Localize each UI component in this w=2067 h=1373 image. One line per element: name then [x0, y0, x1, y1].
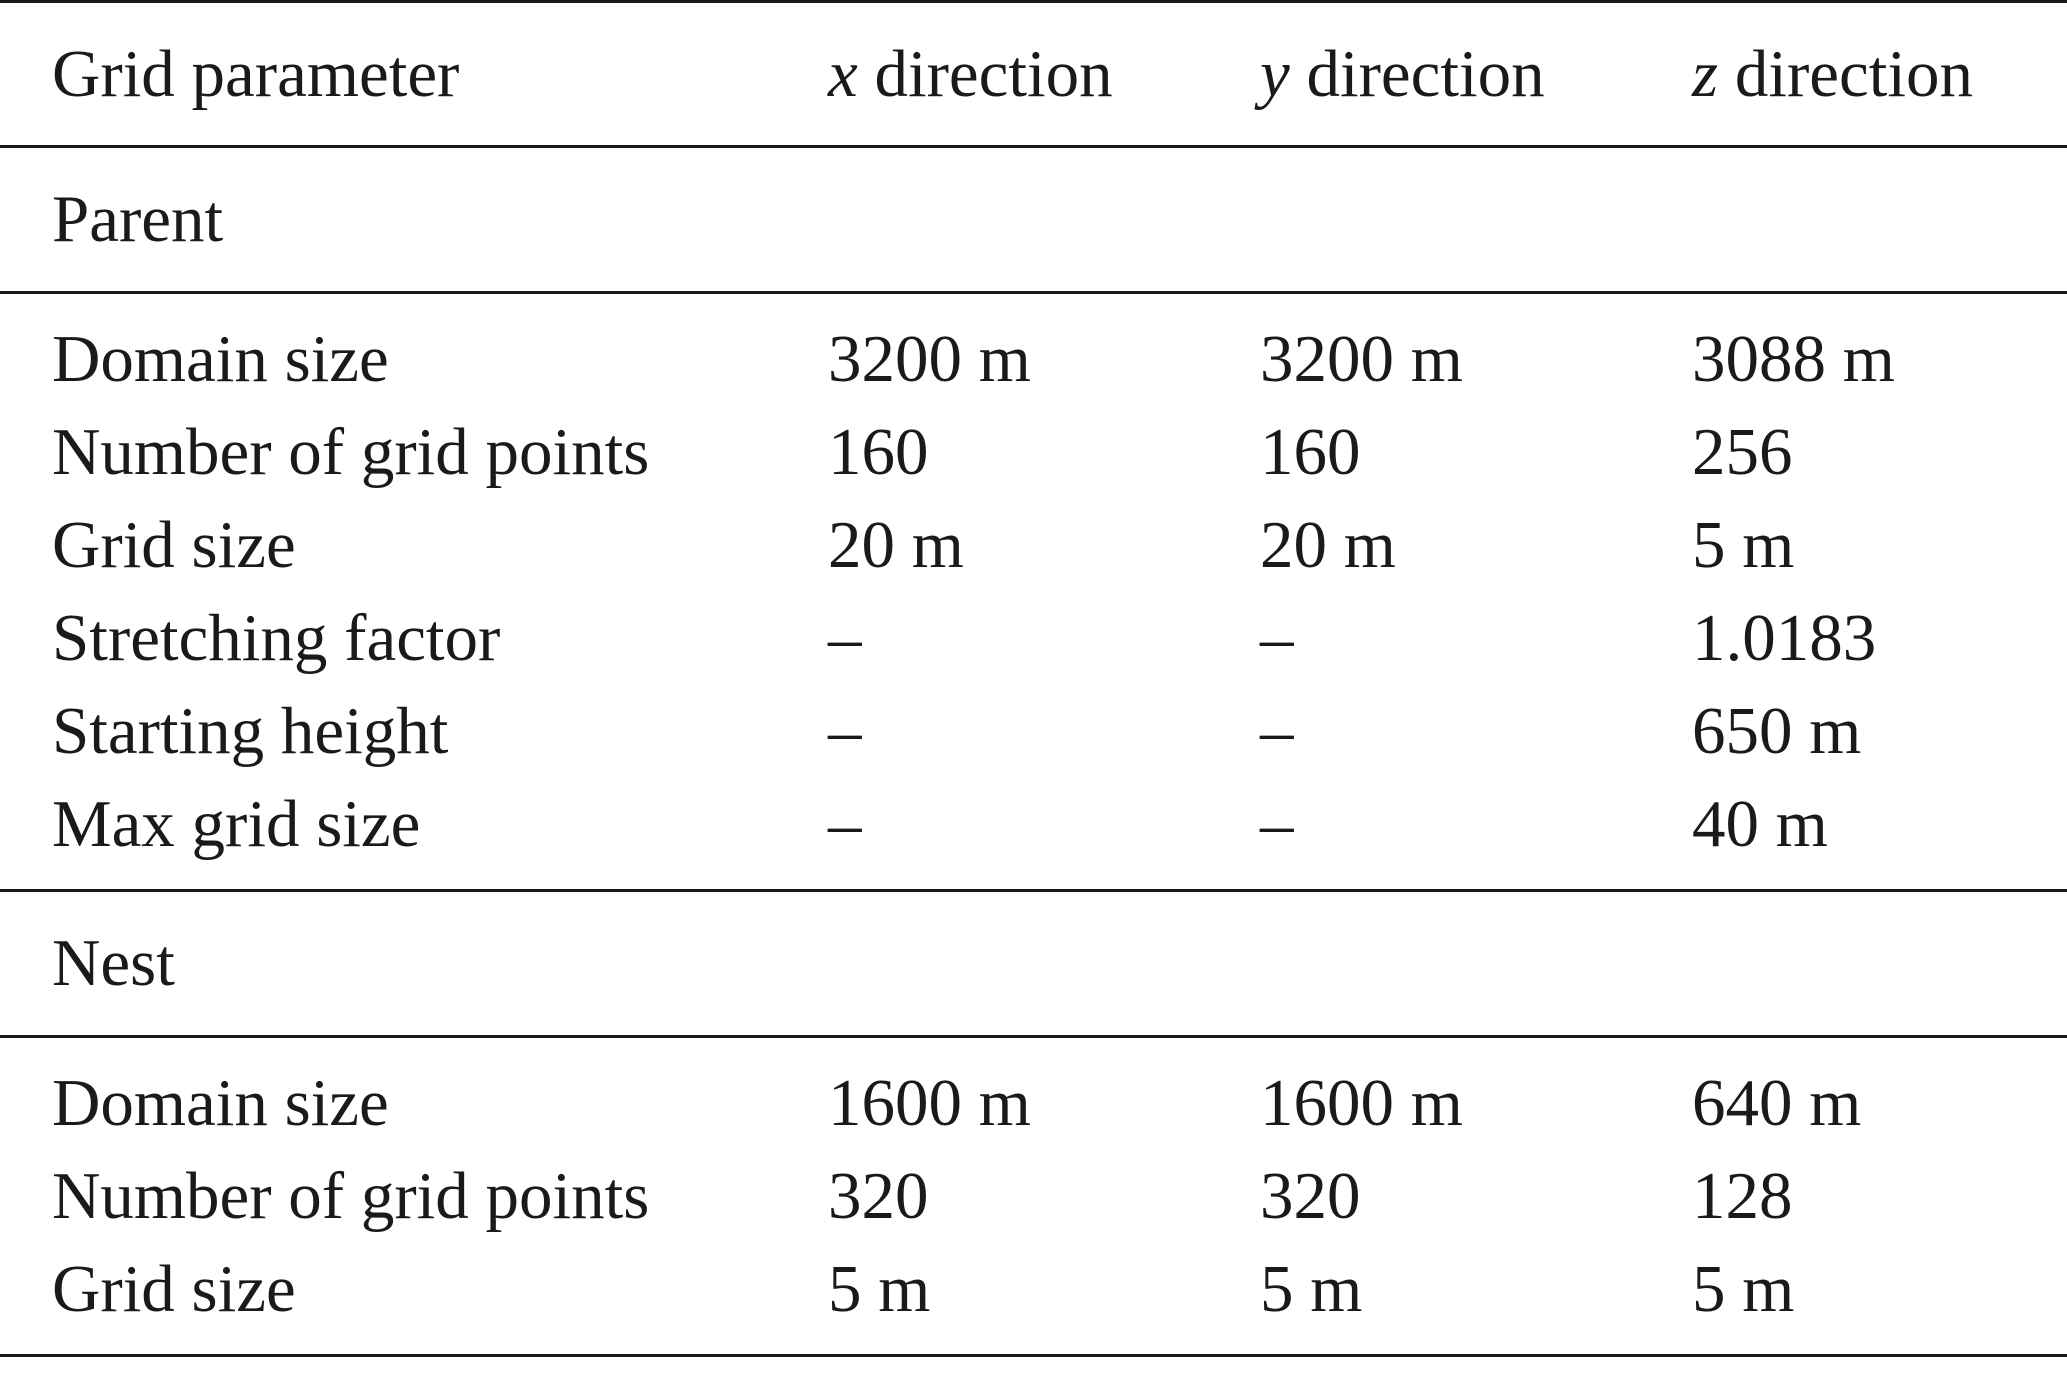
z-cell: 40 m: [1692, 787, 1828, 861]
z-cell: 1.0183: [1692, 601, 1877, 675]
param-cell: Grid size: [52, 508, 296, 582]
x-cell: 20 m: [828, 508, 964, 582]
section-label-nest: Nest: [52, 926, 175, 1000]
param-cell: Domain size: [52, 1066, 389, 1140]
param-cell: Starting height: [52, 694, 449, 768]
header-x-direction: [828, 2, 1260, 147]
z-cell: 640 m: [1692, 1066, 1862, 1140]
x-cell: –: [828, 601, 862, 675]
header-grid-parameter: Grid parameter: [52, 36, 460, 111]
header-z-var: z: [1692, 36, 1719, 111]
y-cell: 320: [1260, 1159, 1361, 1233]
spacer-row: [0, 1037, 2067, 1058]
spacer-cell: [0, 1037, 2067, 1058]
spacer-cell: [0, 293, 2067, 314]
y-cell: 1600 m: [1260, 1066, 1463, 1140]
header-z-direction: [1692, 2, 2067, 147]
x-cell: –: [828, 787, 862, 861]
x-cell: 160: [828, 415, 929, 489]
param-cell: Max grid size: [52, 787, 421, 861]
table-row: [0, 1243, 2067, 1336]
z-cell: 5 m: [1692, 1252, 1795, 1326]
spacer-row: [0, 1336, 2067, 1356]
table-row: [0, 685, 2067, 778]
x-cell: 1600 m: [828, 1066, 1031, 1140]
param-cell: Number of grid points: [52, 1159, 650, 1233]
spacer-cell: [0, 871, 2067, 891]
param-cell: Stretching factor: [52, 601, 501, 675]
section-label-parent: Parent: [52, 182, 224, 256]
header-x-var: x: [828, 36, 858, 111]
spacer-cell: [0, 1336, 2067, 1356]
x-cell: –: [828, 694, 862, 768]
header-row: [0, 2, 2067, 147]
x-cell: 320: [828, 1159, 929, 1233]
table-row: [0, 592, 2067, 685]
param-cell: Domain size: [52, 322, 389, 396]
y-cell: –: [1260, 601, 1294, 675]
param-cell: Grid size: [52, 1252, 296, 1326]
x-cell: 3200 m: [828, 322, 1031, 396]
table-row: [0, 1057, 2067, 1150]
y-cell: 20 m: [1260, 508, 1396, 582]
x-cell: 5 m: [828, 1252, 931, 1326]
y-cell: –: [1260, 787, 1294, 861]
y-cell: 160: [1260, 415, 1361, 489]
z-cell: 5 m: [1692, 508, 1795, 582]
header-y-text: direction: [1289, 36, 1545, 111]
header-y-direction: [1260, 2, 1692, 147]
z-cell: 3088 m: [1692, 322, 1895, 396]
y-cell: 3200 m: [1260, 322, 1463, 396]
header-z-text: direction: [1718, 36, 1973, 111]
param-cell: Number of grid points: [52, 415, 650, 489]
section-row-nest: [0, 891, 2067, 1037]
y-cell: 5 m: [1260, 1252, 1363, 1326]
section-row-parent: [0, 147, 2067, 293]
table-row: [0, 499, 2067, 592]
table-row: [0, 1150, 2067, 1243]
spacer-row: [0, 293, 2067, 314]
z-cell: 650 m: [1692, 694, 1862, 768]
table-row: [0, 313, 2067, 406]
y-cell: –: [1260, 694, 1294, 768]
spacer-row: [0, 871, 2067, 891]
header-x-text: direction: [857, 36, 1113, 111]
table-row: [0, 778, 2067, 871]
table-row: [0, 406, 2067, 499]
z-cell: 256: [1692, 415, 1793, 489]
z-cell: 128: [1692, 1159, 1793, 1233]
header-y-var: y: [1260, 36, 1290, 111]
